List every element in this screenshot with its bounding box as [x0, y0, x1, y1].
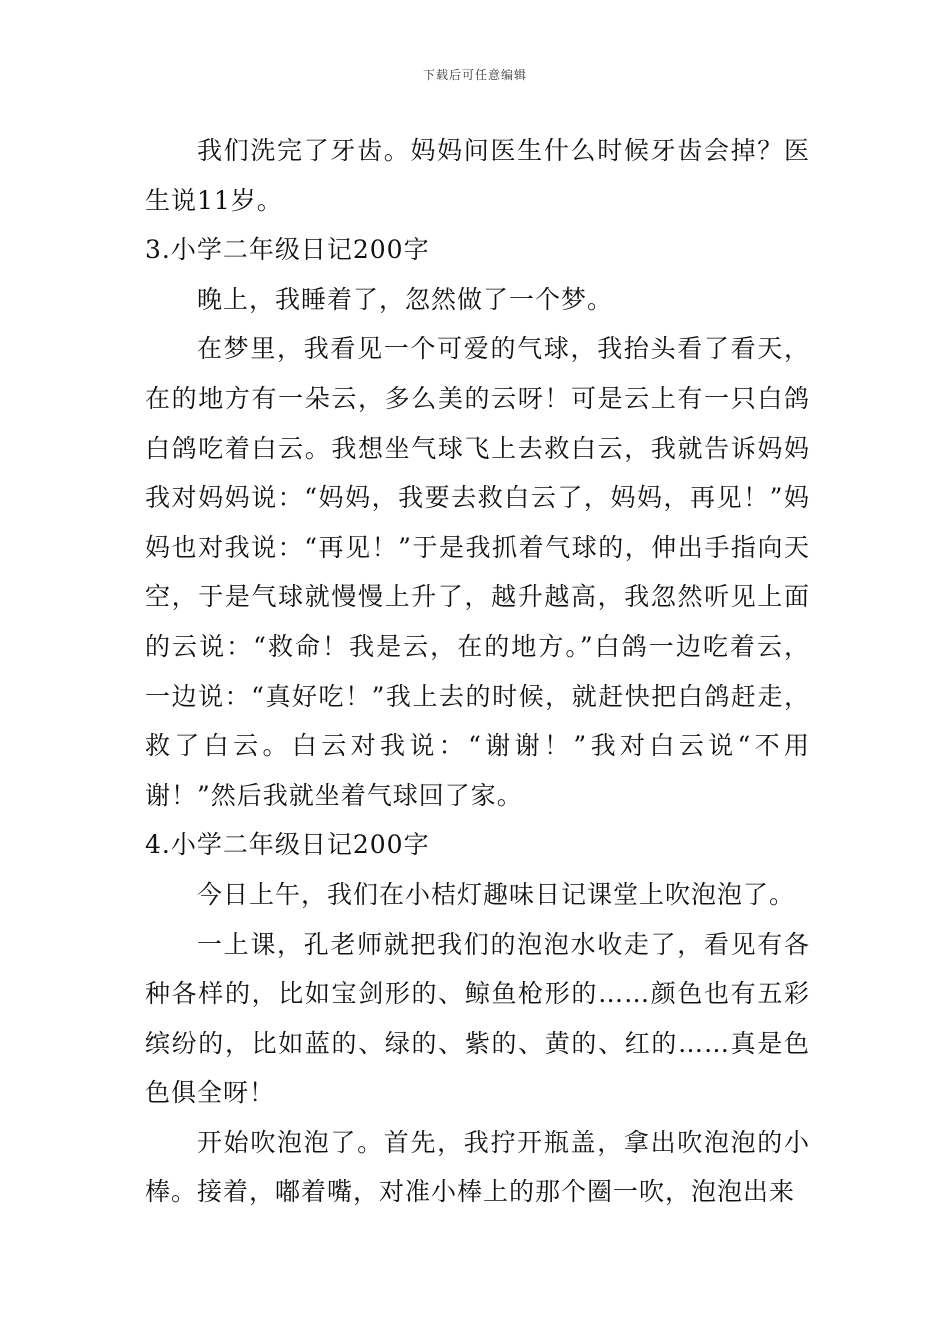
- paragraph-evening: 晚上，我睡着了，忽然做了一个梦。: [197, 284, 614, 314]
- paragraph-morning: 今日上午，我们在小桔灯趣味日记课堂上吹泡泡了。: [197, 879, 796, 909]
- paragraph-blowing: 开始吹泡泡了。首先，我拧开瓶盖，拿出吹泡泡的小棒。接着，嘟着嘴，对准小棒上的那个圈一吹，泡泡出来: [145, 1127, 810, 1207]
- page-header: 下载后可任意编辑: [422, 68, 527, 82]
- document-body: [145, 126, 810, 1217]
- paragraph-dream: 在梦里，我看见一个可爱的气球，我抬头看了看天，在的地方有一朵云，多么美的云呀！可是云上有一只白鸽白鸽吃着白云。我想坐气球飞上去救白云，我就告诉妈妈我对妈妈说：“妈妈，我要去救白云了，妈妈，再见！”妈妈也对我说：“再见！”于是我抓着气球的，伸出手指向天空，于是气球就慢慢上升了，越升越高，我忽然听见上面的云说：“救命！我是云，在的地方。”白鸽一边吃着云，一边说：“真好吃！”我上去的时候，就赶快把白鸽赶走，救了白云。白云对我说：“谢谢！”我对白云说“不用谢！”然后我就坐着气球回了家。: [145, 334, 810, 810]
- section-heading-3: 3.小学二年级日记200字: [145, 235, 430, 265]
- paragraph-bubble-types: 一上课，孔老师就把我们的泡泡水收走了，看见有各种各样的，比如宝剑形的、鲸鱼枪形的……颜色也有五彩缤纷的，比如蓝的、绿的、紫的、黄的、红的……真是色色俱全呀！: [145, 929, 810, 1108]
- paragraph-intro: 我们洗完了牙齿。妈妈问医生什么时候牙齿会掉？医生说11岁。: [145, 136, 810, 215]
- section-heading-4: 4.小学二年级日记200字: [145, 830, 430, 860]
